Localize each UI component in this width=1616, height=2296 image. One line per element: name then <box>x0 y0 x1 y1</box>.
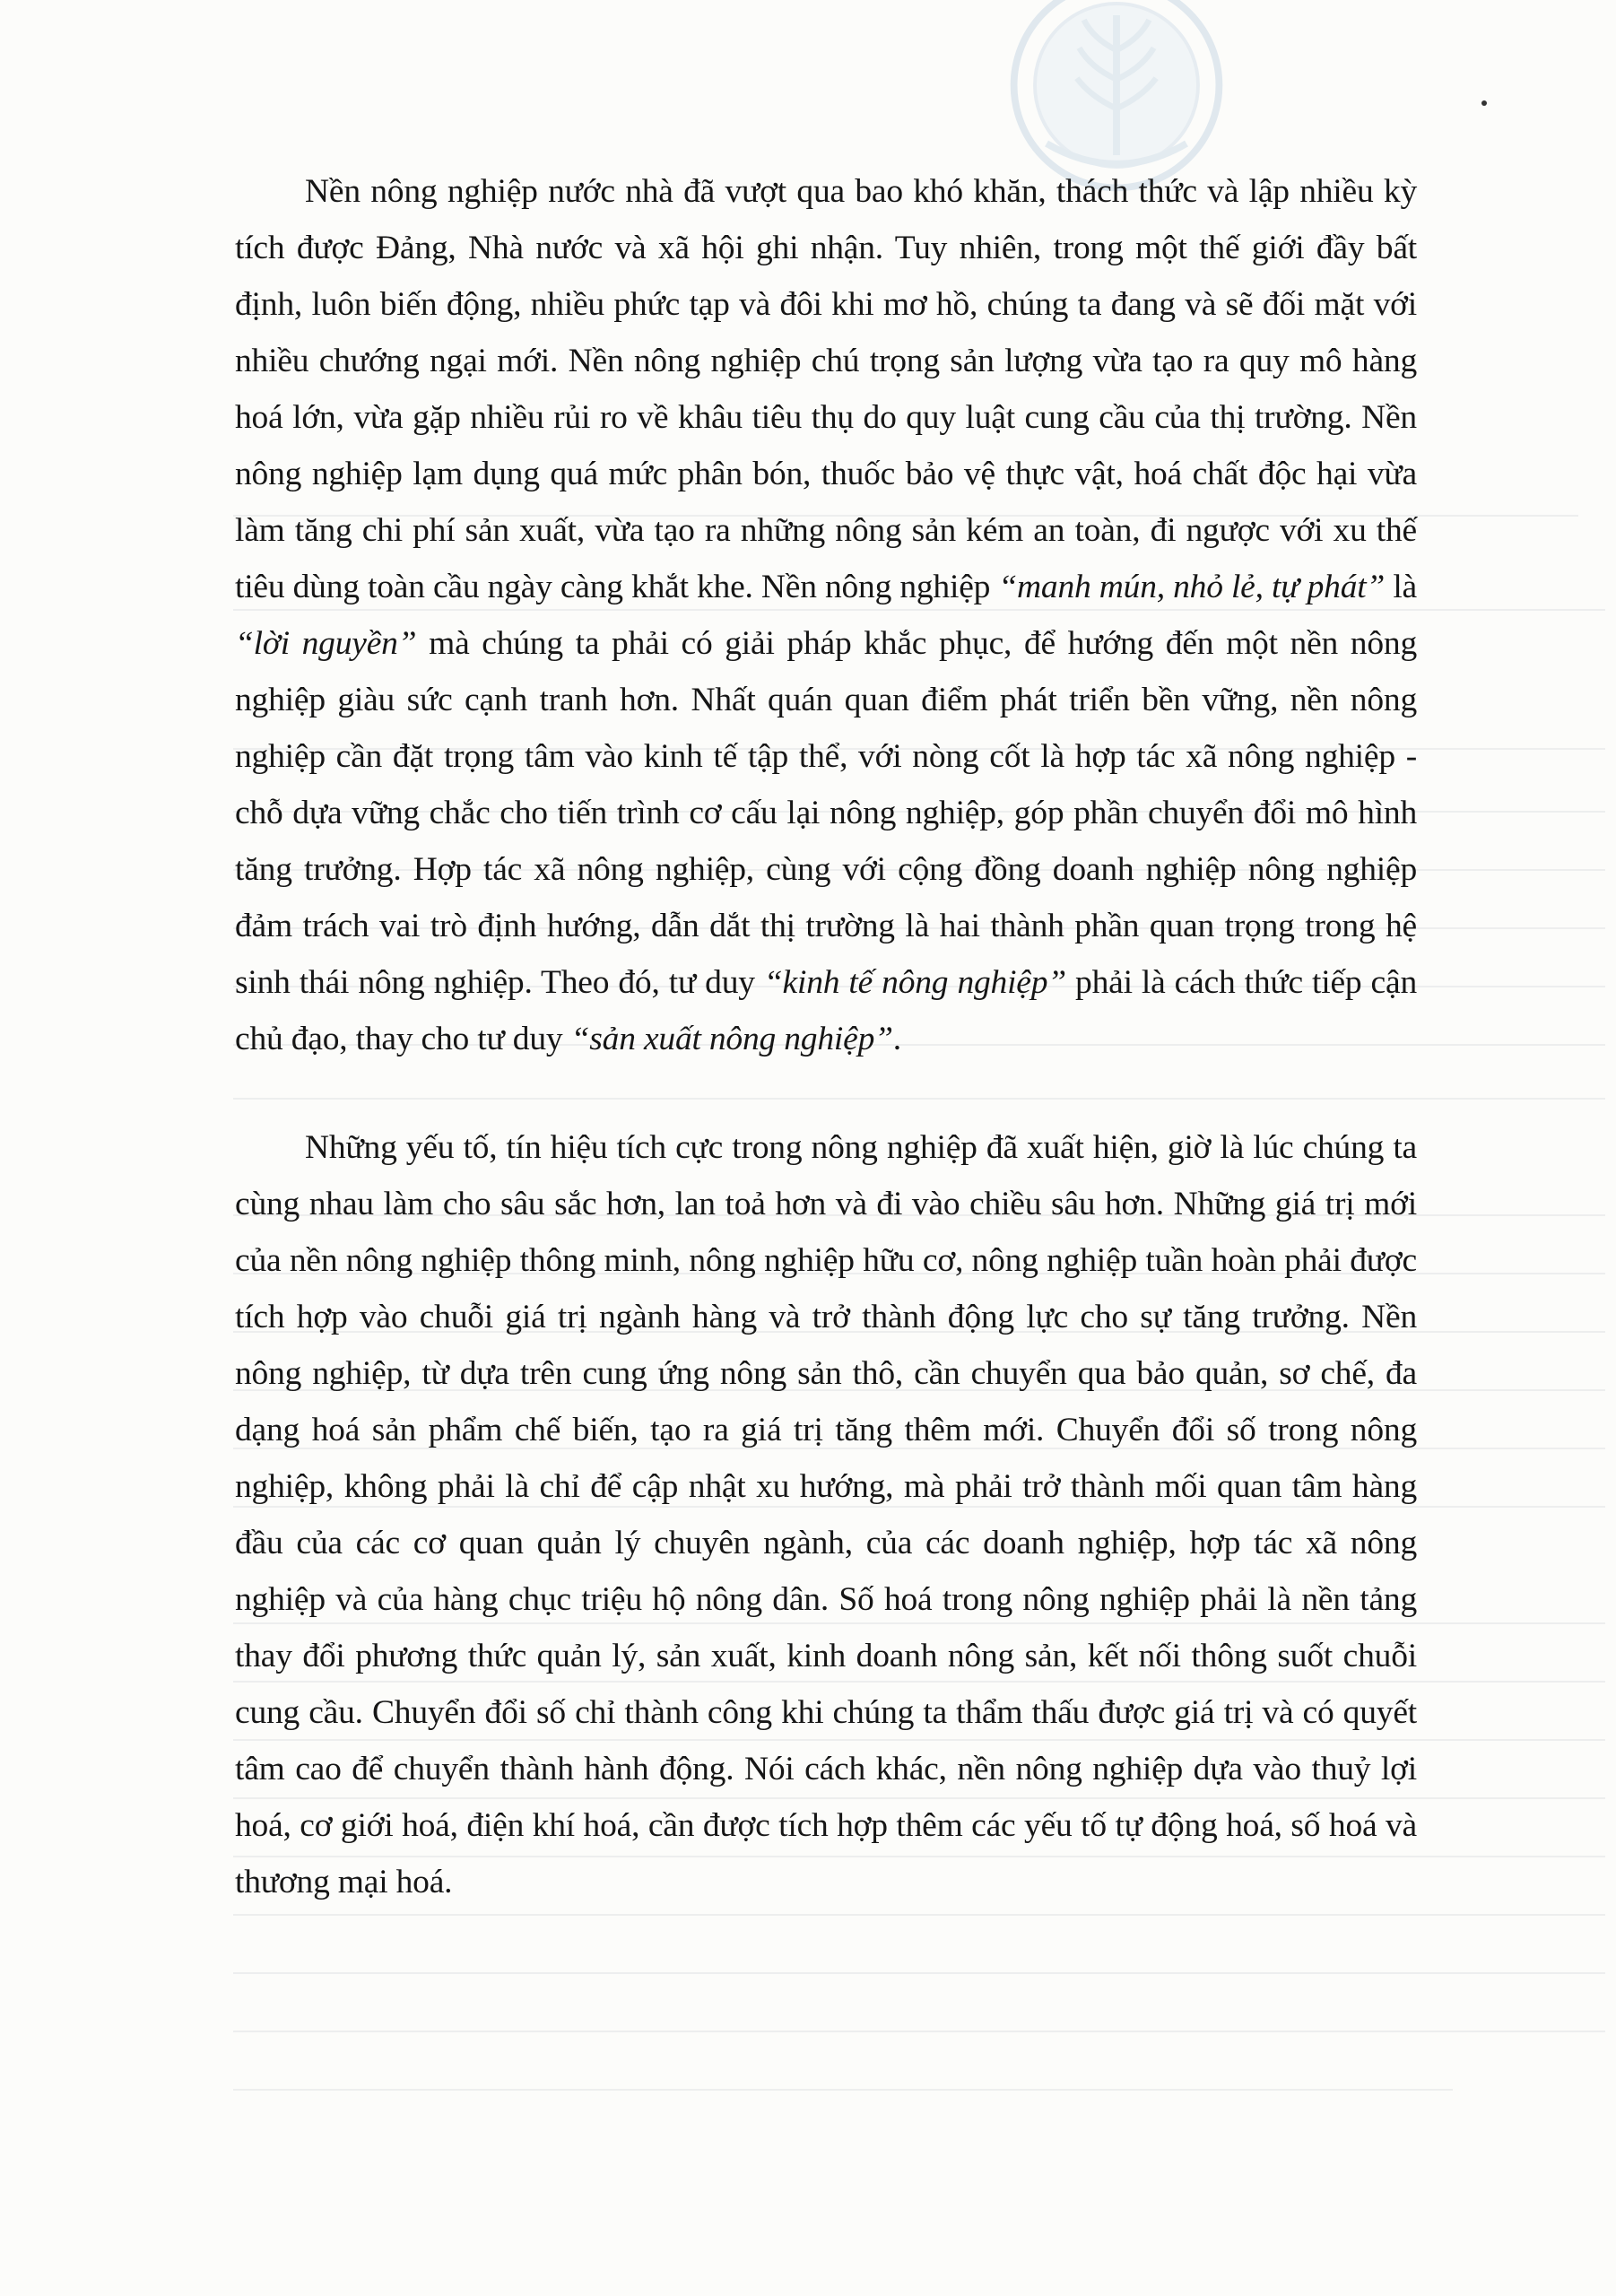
paragraph-1-part-5: . <box>892 1021 901 1057</box>
paragraph-1-part-1: Nền nông nghiệp nước nhà đã vượt qua bao khó khăn, thách thức và lập nhiều kỳ tích được Đảng, Nhà nước và xã hội ghi nhận. Tuy nhiên, trong một thế giới đầy bất định, luôn biến động, nhiều phức tạp và đôi khi mơ hồ, chúng ta đang và sẽ đối mặt với nhiều chướng ngại mới. Nền nông nghiệp chú trọng sản lượng vừa tạo ra quy mô hàng hoá lớn, vừa gặp nhiều rủi ro về khâu tiêu thụ do quy luật cung cầu của thị trường. Nền nông nghiệp lạm dụng quá mức phân bón, thuốc bảo vệ thực vật, hoá chất độc hại vừa làm tăng chi phí sản xuất, vừa tạo ra những nông sản kém an toàn, đi ngược với xu thế tiêu dùng toàn cầu ngày càng khắt khe. Nền nông nghiệp <box>235 173 1417 605</box>
paragraph-1-part-2: là <box>1385 569 1418 605</box>
paragraph-2: Những yếu tố, tín hiệu tích cực trong nông nghiệp đã xuất hiện, giờ là lúc chúng ta cùng nhau làm cho sâu sắc hơn, lan toả hơn và đi vào chiều sâu hơn. Những giá trị mới của nền nông nghiệp thông minh, nông nghiệp hữu cơ, nông nghiệp tuần hoàn phải được tích hợp vào chuỗi giá trị ngành hàng và trở thành động lực cho sự tăng trưởng. Nền nông nghiệp, từ dựa trên cung ứng nông sản thô, cần chuyển qua bảo quản, sơ chế, đa dạng hoá sản phẩm chế biến, tạo ra giá trị tăng thêm mới. Chuyển đổi số trong nông nghiệp, không phải là chỉ để cập nhật xu hướng, mà phải trở thành mối quan tâm hàng đầu của các cơ quan quản lý chuyên ngành, của các doanh nghiệp, hợp tác xã nông nghiệp và của hàng chục triệu hộ nông dân. Số hoá trong nông nghiệp phải là nền tảng thay đổi phương thức quản lý, sản xuất, kinh doanh nông sản, kết nối thông suốt chuỗi cung cầu. Chuyển đổi số chỉ thành công khi chúng ta thẩm thấu được giá trị và có quyết tâm cao để chuyển thành hành động. Nói cách khác, nền nông nghiệp dựa vào thuỷ lợi hoá, cơ giới hoá, điện khí hoá, cần được tích hợp thêm các yếu tố tự động hoá, số hoá và thương mại hoá. <box>235 1129 1417 1900</box>
quote-fragmented-agriculture: “manh mún, nhỏ lẻ, tự phát” <box>998 569 1386 605</box>
paragraph-1-part-4: phải là cách thức tiếp cận chủ đạo, thay cho tư duy <box>235 964 1417 1057</box>
quote-agricultural-production: “sản xuất nông nghiệp” <box>570 1021 893 1057</box>
quote-curse: “lời nguyền” <box>235 625 417 662</box>
body-text <box>235 163 1417 1910</box>
quote-agricultural-economics: “kinh tế nông nghiệp” <box>763 964 1066 1001</box>
paragraph-1-part-3: mà chúng ta phải có giải pháp khắc phục, để hướng đến một nền nông nghiệp giàu sức cạnh tranh hơn. Nhất quán quan điểm phát triển bền vững, nền nông nghiệp cần đặt trọng tâm vào kinh tế tập thể, với nòng cốt là hợp tác xã nông nghiệp - chỗ dựa vững chắc cho tiến trình cơ cấu lại nông nghiệp, góp phần chuyển đổi mô hình tăng trưởng. Hợp tác xã nông nghiệp, cùng với cộng đồng doanh nghiệp nông nghiệp đảm trách vai trò định hướng, dẫn dắt thị trường là hai thành phần quan trọng trong hệ sinh thái nông nghiệp. Theo đó, tư duy <box>235 625 1418 1001</box>
paragraph-1 <box>235 163 1417 1067</box>
